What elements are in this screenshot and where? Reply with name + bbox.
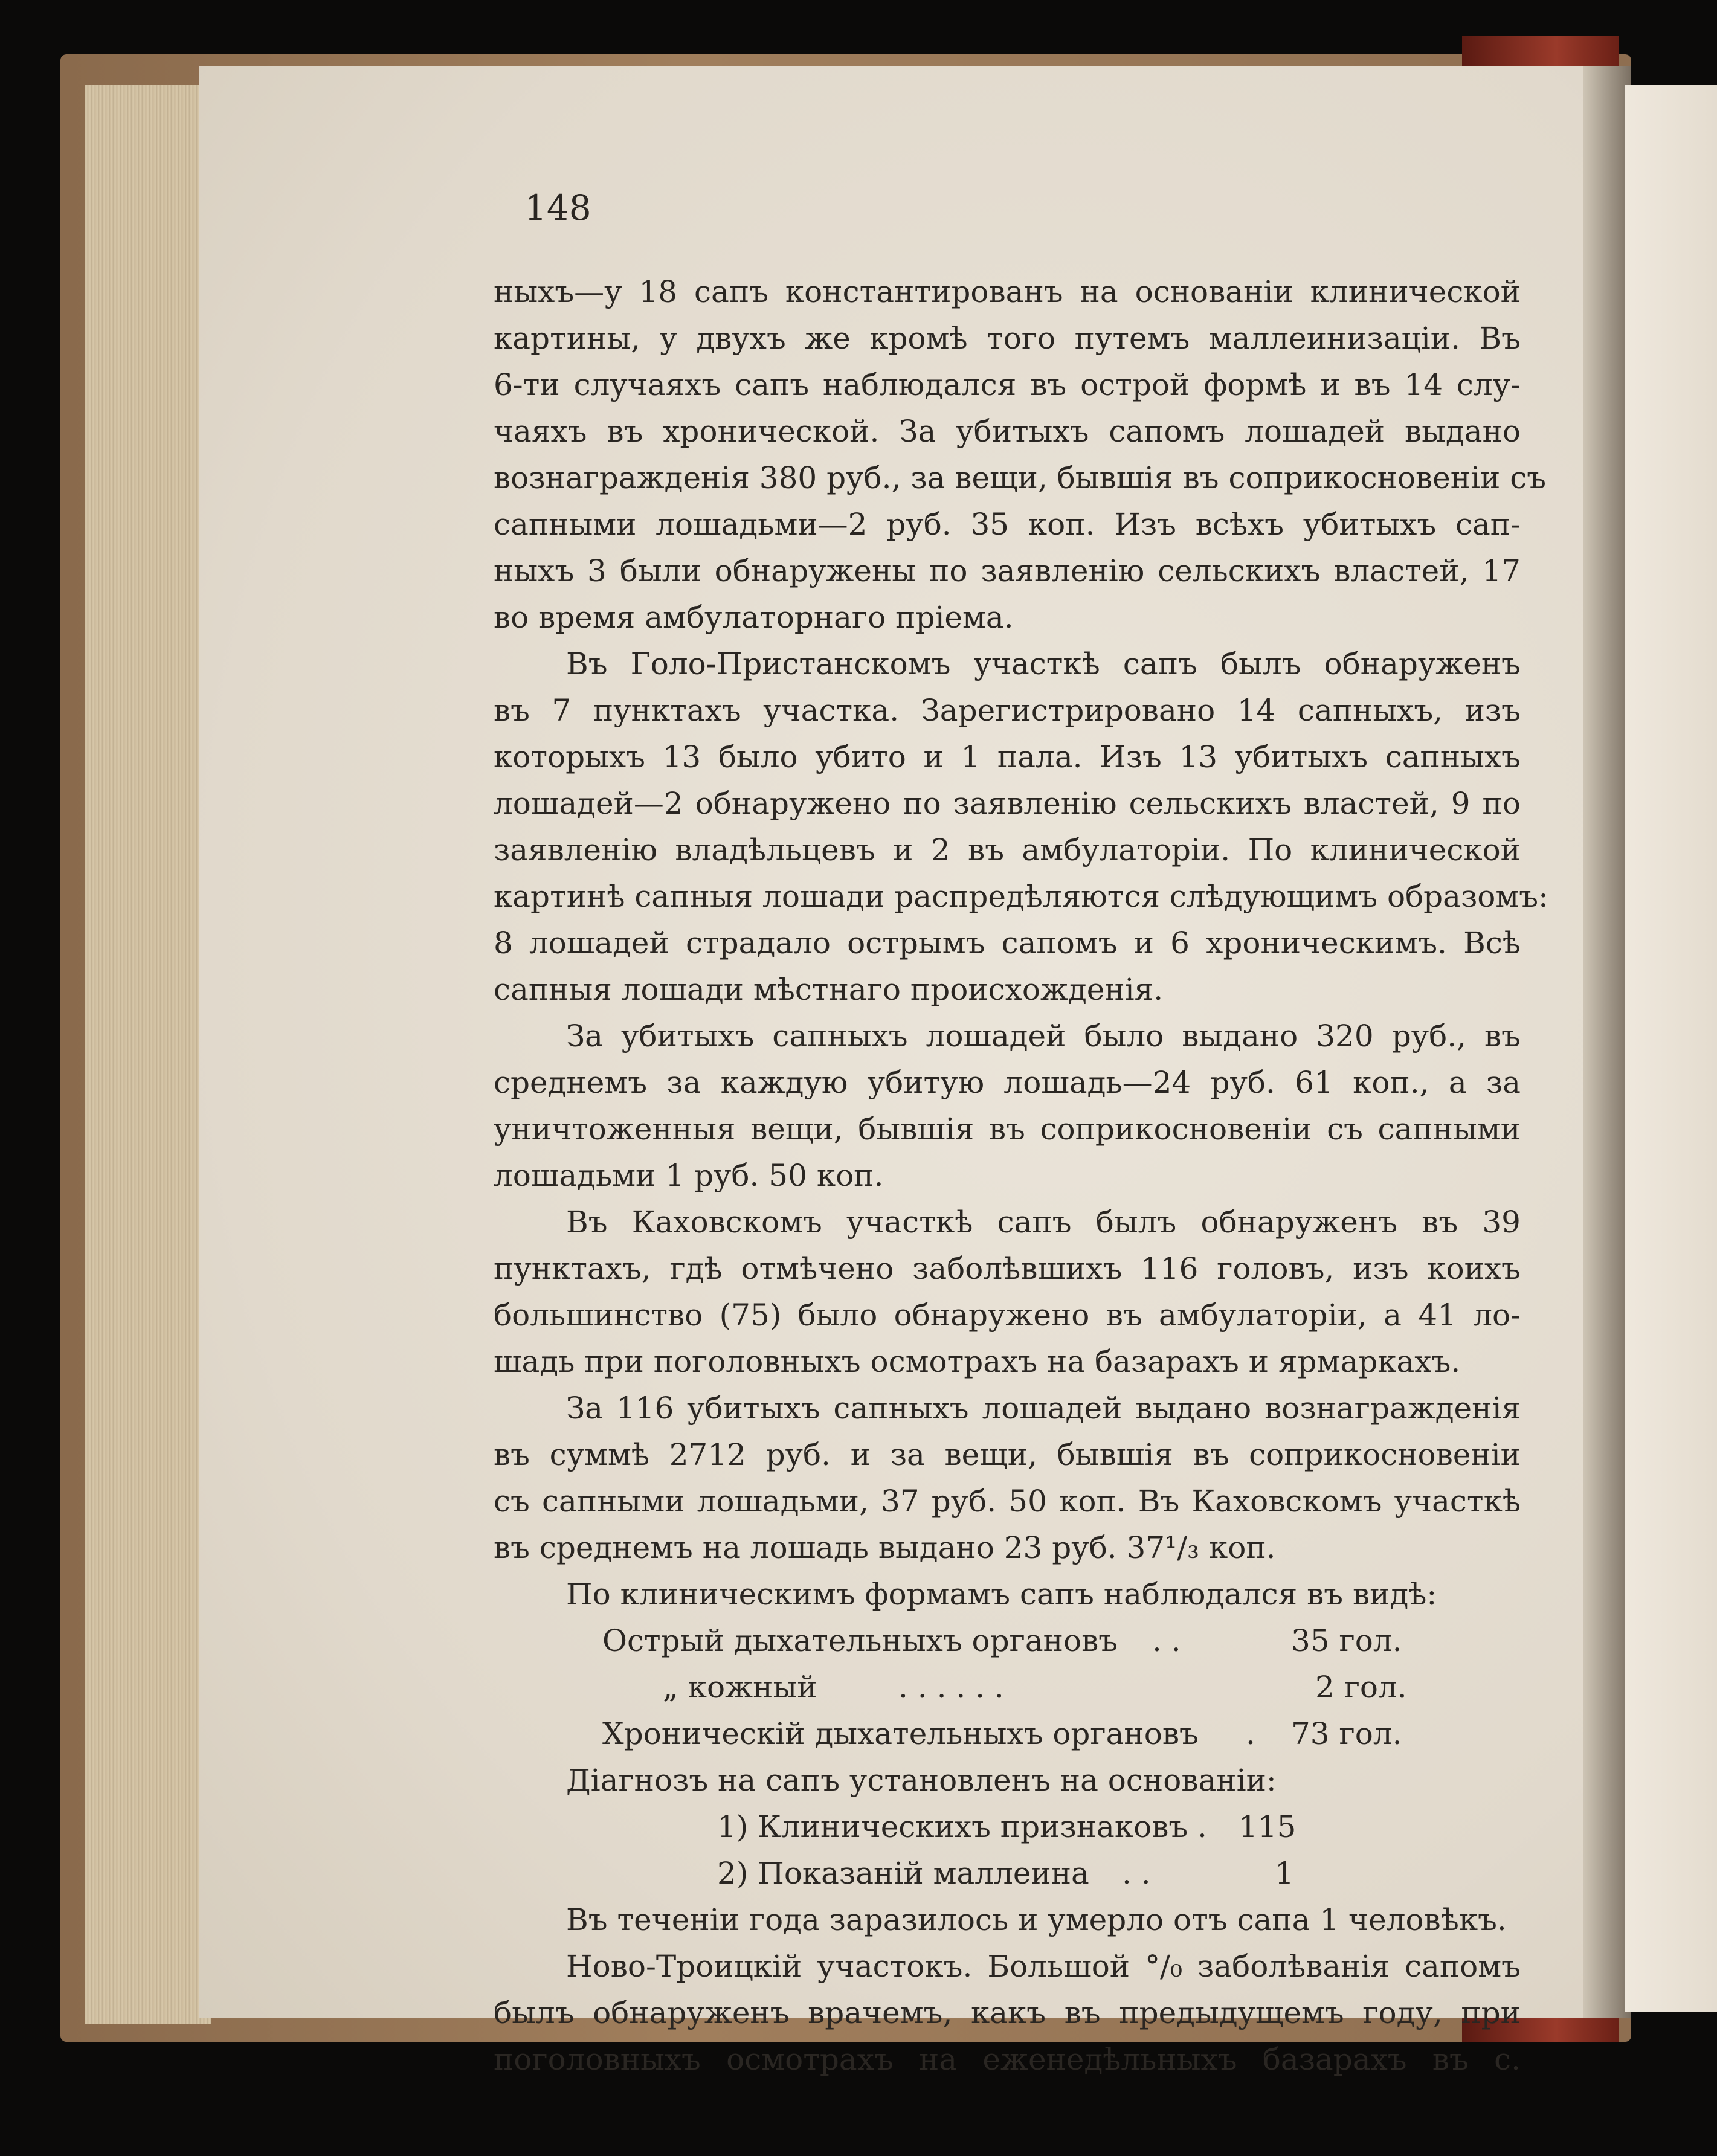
form-value: 35 гол. <box>1291 1623 1402 1658</box>
form-row <box>494 1664 1521 1711</box>
text-line: уничтоженныя вещи, бывшія въ соприкосновеніи съ сапными <box>494 1112 1521 1147</box>
form-label: „ кожный <box>663 1670 817 1705</box>
text-line: За убитыхъ сапныхъ лошадей было выдано 320 руб., въ <box>566 1018 1521 1054</box>
diag-label: 1) Клиническихъ признаковъ <box>717 1809 1188 1844</box>
text-line: лошадьми 1 руб. 50 коп. <box>494 1158 884 1193</box>
text-line: Въ Голо-Пристанскомъ участкѣ сапъ былъ обнаруженъ <box>566 646 1521 681</box>
page-edges <box>85 85 211 2024</box>
text-line: За 116 убитыхъ сапныхъ лошадей выдано вознагражденія <box>566 1391 1521 1426</box>
text-line: пунктахъ, гдѣ отмѣчено заболѣвшихъ 116 головъ, изъ коихъ <box>494 1251 1521 1286</box>
text-line: заявленію владѣльцевъ и 2 въ амбулаторіи. По клинической <box>494 832 1521 867</box>
gutter-shadow <box>1583 66 1631 2018</box>
text-line: 6-ти случаяхъ сапъ наблюдался въ острой формѣ и въ 14 слу- <box>494 367 1521 402</box>
text-line: Въ Каховскомъ участкѣ сапъ былъ обнаруженъ въ 39 <box>566 1205 1521 1240</box>
text-line: среднемъ за каждую убитую лошадь—24 руб. 61 коп., а за <box>494 1065 1521 1100</box>
form-row <box>494 1618 1521 1664</box>
text-line: съ сапными лошадьми, 37 руб. 50 коп. Въ Каховскомъ участкѣ <box>494 1484 1521 1519</box>
text-line: картинѣ сапныя лошади распредѣляются слѣдующимъ образомъ: <box>494 879 1548 914</box>
leader-dots: . <box>1246 1716 1255 1751</box>
text-line: Ново-Троицкій участокъ. Большой °/₀ заболѣванія сапомъ <box>566 1949 1521 1984</box>
text-line: большинство (75) было обнаружено въ амбулаторіи, а 41 ло- <box>494 1298 1521 1333</box>
leader-dots: . . . . . . <box>898 1670 1004 1705</box>
form-value: 2 гол. <box>1315 1670 1407 1705</box>
text-line: былъ обнаруженъ врачемъ, какъ въ предыдущемъ году, при <box>494 1995 1521 2030</box>
text-line: Въ теченіи года заразилось и умерло отъ сапа 1 человѣкъ. <box>566 1902 1507 1937</box>
text-line: ныхъ 3 были обнаружены по заявленію сельскихъ властей, 17 <box>494 553 1521 588</box>
text-line: чаяхъ въ хронической. За убитыхъ сапомъ лошадей выдано <box>494 414 1521 449</box>
form-label: Хроническій дыхательныхъ органовъ <box>602 1716 1199 1751</box>
text-line: 8 лошадей страдало острымъ сапомъ и 6 хроническимъ. Всѣ <box>494 925 1521 961</box>
facing-page <box>1625 85 1717 2012</box>
diag-value: 115 <box>1239 1809 1297 1844</box>
form-label: Острый дыхательныхъ органовъ <box>602 1623 1118 1658</box>
diag-row <box>494 1804 1521 1850</box>
diag-label: 2) Показаній маллеина <box>717 1856 1089 1891</box>
body-text <box>494 269 1548 2083</box>
text-line: сапными лошадьми—2 руб. 35 коп. Изъ всѣхъ убитыхъ сап- <box>494 507 1521 542</box>
text-line: вознагражденія 380 руб., за вещи, бывшія въ соприкосновеніи съ <box>494 460 1547 495</box>
text-line: По клиническимъ формамъ сапъ наблюдался въ видѣ: <box>566 1577 1437 1612</box>
text-line: которыхъ 13 было убито и 1 пала. Изъ 13 убитыхъ сапныхъ <box>494 739 1521 774</box>
text-line: въ 7 пунктахъ участка. Зарегистрировано 14 сапныхъ, изъ <box>494 693 1521 728</box>
text-line: въ суммѣ 2712 руб. и за вещи, бывшія въ соприкосновеніи <box>494 1437 1521 1472</box>
diag-value: 1 <box>1275 1856 1294 1891</box>
form-value: 73 гол. <box>1291 1716 1402 1751</box>
leader-dots: . . <box>1152 1623 1181 1658</box>
form-row <box>494 1711 1521 1757</box>
page-number: 148 <box>524 187 591 228</box>
text-line: въ среднемъ на лошадь выдано 23 руб. 37¹/₃ коп. <box>494 1530 1276 1565</box>
text-line: шадь при поголовныхъ осмотрахъ на базарахъ и ярмаркахъ. <box>494 1344 1461 1379</box>
text-line: Діагнозъ на сапъ установленъ на основаніи: <box>566 1763 1277 1798</box>
leader-dots: . . <box>1122 1856 1151 1891</box>
text-line: сапныя лошади мѣстнаго происхожденія. <box>494 972 1164 1007</box>
text-line: ныхъ—у 18 сапъ константированъ на основаніи клинической <box>494 274 1521 309</box>
text-line: лошадей—2 обнаружено по заявленію сельскихъ властей, 9 по <box>494 786 1521 821</box>
text-line: во время амбулаторнаго пріема. <box>494 600 1014 635</box>
diag-row <box>494 1850 1521 1897</box>
text-line: картины, у двухъ же кромѣ того путемъ маллеинизаціи. Въ <box>494 321 1521 356</box>
text-line: поголовныхъ осмотрахъ на еженедѣльныхъ базарахъ въ с. <box>494 2042 1521 2077</box>
leader-dots: . <box>1197 1809 1207 1844</box>
